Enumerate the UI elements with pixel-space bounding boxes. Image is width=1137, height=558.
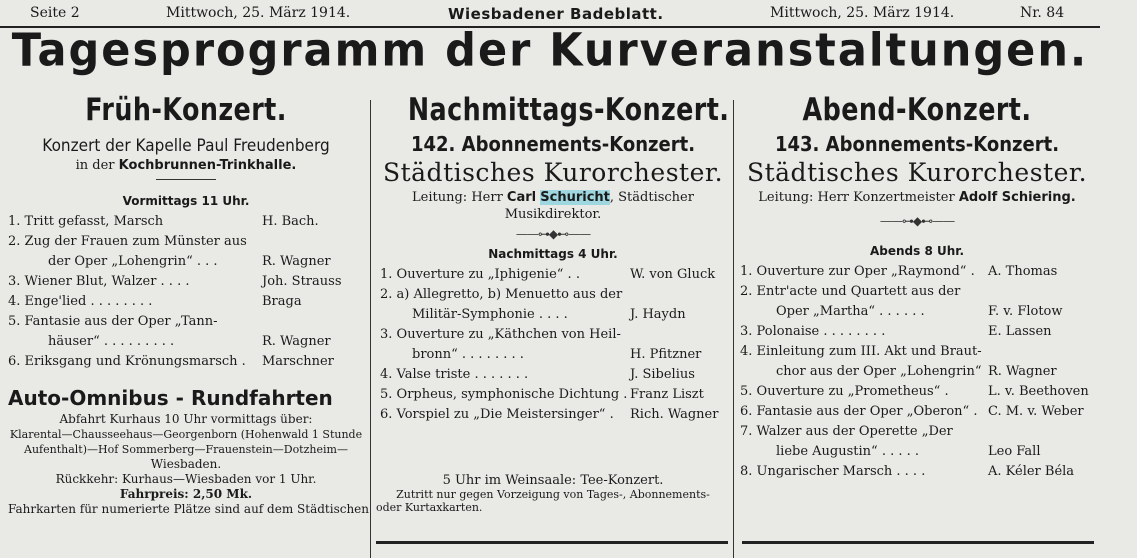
- abend-program: [740, 262, 1094, 482]
- abonnement-number: 143. Abonnements-Konzert.: [774, 132, 1060, 156]
- venue-name: Kochbrunnen-Trinkhalle.: [118, 158, 297, 173]
- masthead-date-right: Mittwoch, 25. März 1914.: [770, 5, 955, 21]
- page-number: Seite 2: [30, 5, 80, 21]
- program-row: 6. Eriksgang und Krönungsmarsch . Marschner: [8, 354, 334, 369]
- nachmittags-konzert-title: Nachmittags-Konzert.: [407, 92, 730, 128]
- masthead-date-left: Mittwoch, 25. März 1914.: [166, 5, 351, 21]
- tee-konzert-note: Zutritt nur gegen Vorzeigung von Tages-, Abonnements- oder Kurtaxkarten.: [376, 488, 710, 514]
- abend-konzert-column: [740, 92, 1094, 482]
- program-row: der Oper „Lohengrin“ . . . R. Wagner: [48, 254, 331, 269]
- conductor-first-name: Carl: [506, 190, 537, 205]
- auto-omnibus-info: Abfahrt Kurhaus 10 Uhr vormittags über: Klarental—Chausseehaus—Georgenborn (Hohenwald 1 Stunde Aufenthalt)—Hof Sommerberg—Frauenstein—Dotzheim— Wiesbaden. Rückkehr: Kurhaus—Wiesbaden vor 1 Uhr. Fahrpreis: 2,50 Mk. Fahrkarten für numerierte Plätze sind auf dem Städtischen: [8, 412, 370, 516]
- program-row: häuser“ . . . . . . . . . R. Wagner: [48, 334, 331, 349]
- nachmittags-konzert-column: [376, 92, 730, 514]
- page-title: Tagesprogramm der Kurveranstaltungen.: [11, 24, 1089, 78]
- program-row: 3. Polonaise . . . . . . . . E. Lassen: [740, 324, 1052, 339]
- program-row: 3. Ouverture zu „Käthchen von Heil-: [380, 327, 621, 342]
- abend-konzert-title: Abend-Konzert.: [802, 92, 1032, 128]
- frueh-konzert-title: Früh-Konzert.: [85, 92, 287, 128]
- program-row: 5. Fantasie aus der Oper „Tann-: [8, 314, 218, 329]
- program-row: 4. Valse triste . . . . . . . J. Sibelius: [380, 367, 695, 382]
- orchestra-name: Städtisches Kurorchester.: [382, 158, 724, 187]
- nachmittag-program: [380, 265, 730, 425]
- newspaper-brand: Wiesbadener Badeblatt.: [448, 5, 664, 23]
- bottom-rule-right: [742, 541, 1094, 544]
- conductor-line: Leitung: Herr Konzertmeister Adolf Schiering.: [758, 190, 1076, 205]
- program-row: 6. Fantasie aus der Oper „Oberon“ . C. M. v. Weber: [740, 404, 1084, 419]
- abonnement-number: 142. Abonnements-Konzert.: [410, 132, 696, 156]
- program-row: Militär-Symphonie . . . . J. Haydn: [412, 307, 686, 322]
- tee-konzert-notice: 5 Uhr im Weinsaale: Tee-Konzert.: [442, 473, 664, 488]
- venue: [8, 158, 364, 173]
- issue-number: Nr. 84: [1020, 5, 1065, 21]
- column-divider-2: [733, 100, 734, 558]
- program-row: 1. Ouverture zu „Iphigenie“ . . W. von Gluck: [380, 267, 716, 282]
- program-row: 6. Vorspiel zu „Die Meistersinger“ . Rich. Wagner: [380, 407, 719, 422]
- program-row: 4. Enge'lied . . . . . . . . Braga: [8, 294, 302, 309]
- program-row: chor aus der Oper „Lohengrin“ R. Wagner: [776, 364, 1057, 379]
- orchestra-name: Städtisches Kurorchester.: [746, 158, 1088, 187]
- divider-rule: [156, 179, 216, 180]
- conductor-last-name: Schuricht: [540, 190, 610, 205]
- conductor-line: Leitung: Herr Carl Schuricht, Städtischer Musikdirektor.: [412, 190, 694, 222]
- bottom-rule-middle: [376, 541, 728, 544]
- program-row: 2. Zug der Frauen zum Münster aus: [8, 234, 247, 249]
- frueh-time: Vormittags 11 Uhr.: [122, 194, 250, 208]
- ornament-divider: ——⊶◆⊷——: [879, 214, 955, 228]
- frueh-konzert-column: [8, 92, 370, 517]
- program-row: 7. Walzer aus der Operette „Der: [740, 424, 953, 439]
- program-row: 5. Orpheus, symphonische Dichtung . Franz Liszt: [380, 387, 704, 402]
- frueh-program: [8, 212, 364, 372]
- venue-prefix: in der: [75, 158, 115, 173]
- program-row: 2. Entr'acte und Quartett aus der: [740, 284, 961, 299]
- nachmittag-time: Nachmittags 4 Uhr.: [488, 247, 618, 261]
- band-name: Konzert der Kapelle Paul Freudenberg: [42, 136, 330, 156]
- ornament-divider: ——⊶◆⊷——: [515, 227, 591, 241]
- column-divider-1: [370, 100, 371, 558]
- program-row: 2. a) Allegretto, b) Menuetto aus der: [380, 287, 623, 302]
- program-row: 5. Ouverture zu „Prometheus“ . L. v. Beethoven: [740, 384, 1089, 399]
- program-row: 3. Wiener Blut, Walzer . . . . Joh. Strauss: [8, 274, 342, 289]
- auto-omnibus-title: Auto-Omnibus - Rundfahrten: [8, 386, 333, 410]
- program-row: liebe Augustin“ . . . . . Leo Fall: [776, 444, 1041, 459]
- program-row: Oper „Martha“ . . . . . . F. v. Flotow: [776, 304, 1063, 319]
- program-row: 1. Ouverture zur Oper „Raymond“ . A. Thomas: [740, 264, 1058, 279]
- program-row: 1. Tritt gefasst, Marsch H. Bach.: [8, 214, 319, 229]
- program-row: 4. Einleitung zum III. Akt und Braut-: [740, 344, 982, 359]
- abend-time: Abends 8 Uhr.: [869, 244, 965, 258]
- conductor-name: Adolf Schiering.: [958, 190, 1076, 205]
- program-row: bronn“ . . . . . . . . H. Pfitzner: [412, 347, 702, 362]
- program-row: 8. Ungarischer Marsch . . . . A. Kéler Béla: [740, 464, 1075, 479]
